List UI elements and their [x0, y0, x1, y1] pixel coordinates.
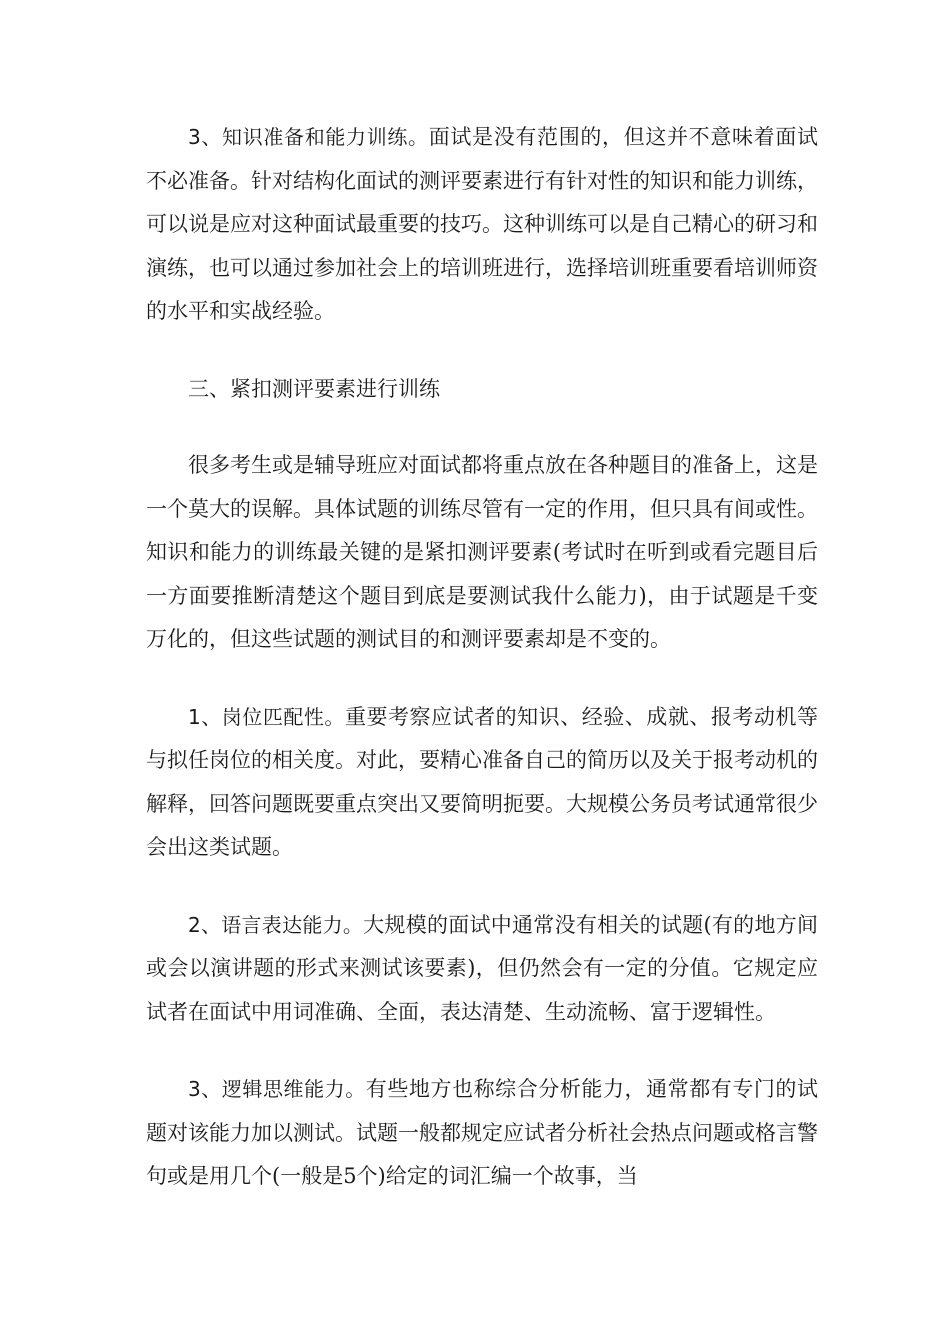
section-heading: 三、紧扣测评要素进行训练 — [188, 376, 440, 401]
paragraph-lead: 2、语言表达能力。 — [188, 912, 364, 937]
paragraph-body: 很多考生或是辅导班应对面试都将重点放在各种题目的准备上，这是一个莫大的误解。具体试题的训练尽管有一定的作用，但只具有间或性。知识和能力的训练最关键的是紧扣测评要素(考试时在听到或看完题目后一方面要推断清楚这个题目到底是要测试我什么能力)，由于试题是千变万化的，但这些试题的测试目的和测评要素却是不变的。 — [146, 453, 818, 651]
paragraph-lead: 3、逻辑思维能力。 — [188, 1077, 366, 1101]
document-page — [146, 116, 818, 1233]
paragraph-lead: 3、知识准备和能力训练。 — [188, 125, 429, 149]
paragraph-intro — [146, 444, 818, 662]
paragraph-job-match — [146, 696, 818, 870]
paragraph-body: 重要考察应试者的知识、经验、成就、报考动机等与拟任岗位的相关度。对此，要精心准备自己的简历以及关于报考动机的解释，回答问题既要重点突出又要简明扼要。大规模公务员考试通常很少会出这类试题。 — [146, 704, 818, 859]
paragraph-logical-thinking — [146, 1068, 818, 1199]
paragraph-body: 大规模的面试中通常没有相关的试题(有的地方间或会以演讲题的形式来测试该要素)，但仍然会有一定的分值。它规定应试者在面试中用词准确、全面，表达清楚、生动流畅、富于逻辑性。 — [146, 912, 818, 1024]
paragraph-knowledge-preparation — [146, 116, 818, 334]
paragraph-body: 有些地方也称综合分析能力，通常都有专门的试题对该能力加以测试。试题一般都规定应试者分析社会热点问题或格言警句或是用几个(一般是5个)给定的词汇编一个故事，当 — [146, 1077, 818, 1188]
paragraph-lead: 1、岗位匹配性。 — [188, 704, 345, 729]
paragraph-body: 面试是没有范围的，但这并不意味着面试不必准备。针对结构化面试的测评要素进行有针对性的知识和能力训练，可以说是应对这种面试最重要的技巧。这种训练可以是自己精心的研习和演练，也可以通过参加社会上的培训班进行，选择培训班重要看培训师资的水平和实战经验。 — [146, 125, 818, 323]
paragraph-language-expression — [146, 904, 818, 1035]
